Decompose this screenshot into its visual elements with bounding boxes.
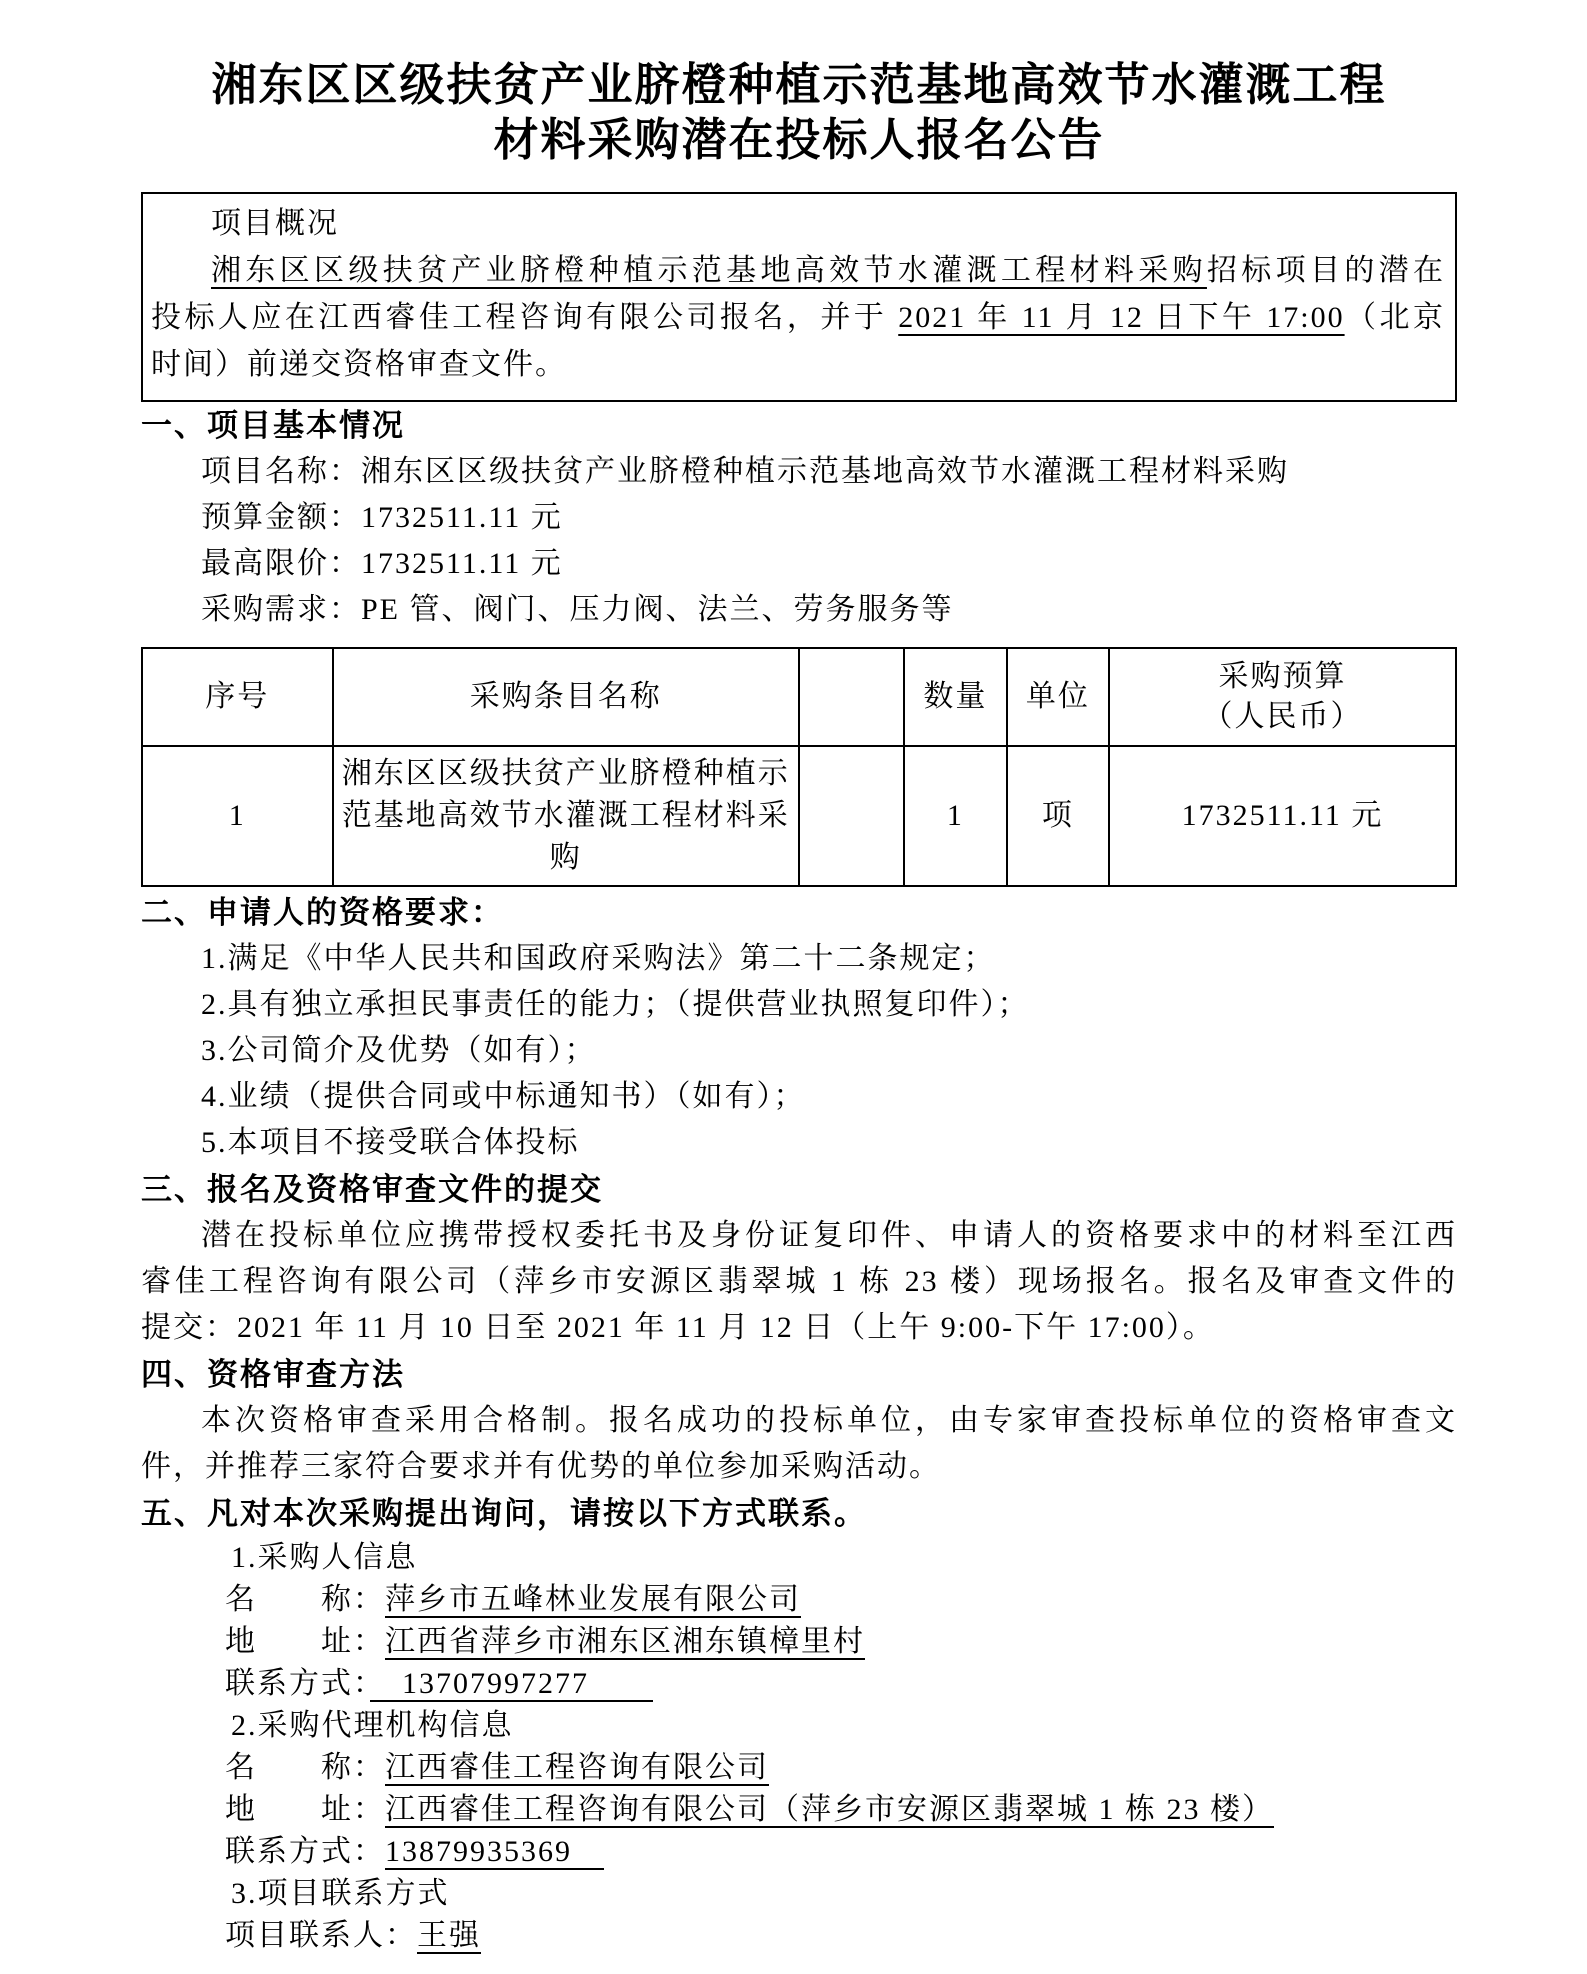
purchaser-contact-line xyxy=(141,1663,1457,1705)
header-quantity: 数量 xyxy=(904,648,1006,746)
cell-item-name: 湘东区区级扶贫产业脐橙种植示范基地高效节水灌溉工程材料采购 xyxy=(333,746,799,886)
agency-contact-label: 联系方式： xyxy=(225,1835,385,1868)
submission-paragraph-line1: 潜在投标单位应携带授权委托书及身份证复印件、申请人的资格要求中的材料至江西 xyxy=(201,1219,1457,1252)
document-title xyxy=(141,58,1457,168)
agency-info-title: 2.采购代理机构信息 xyxy=(231,1709,514,1742)
document-title-line1: 湘东区区级扶贫产业脐橙种植示范基地高效节水灌溉工程 xyxy=(211,60,1387,110)
purchaser-name-value: 萍乡市五峰林业发展有限公司 xyxy=(385,1583,801,1616)
purchaser-address-label: 地 址： xyxy=(225,1625,385,1658)
agency-name-value: 江西睿佳工程咨询有限公司 xyxy=(385,1751,769,1784)
overview-project-name: 湘东区区级扶贫产业脐橙种植示范基地高效节水灌溉工程材料采购 xyxy=(211,254,1207,287)
project-contact-title: 3.项目联系方式 xyxy=(231,1877,450,1910)
section4-heading: 四、资格审查方法 xyxy=(141,1357,405,1392)
section3-heading: 三、报名及资格审查文件的提交 xyxy=(141,1172,603,1207)
purchaser-contact-value: 13707997277 xyxy=(370,1667,653,1700)
project-contact-label: 项目联系人： xyxy=(225,1919,417,1952)
procurement-demand-line: 采购需求：PE 管、阀门、压力阀、法兰、劳务服务等 xyxy=(201,593,954,626)
section2-heading: 二、申请人的资格要求： xyxy=(141,895,504,930)
project-contact-line xyxy=(141,1915,1457,1957)
requirement-item-3: 3.公司简介及优势（如有）； xyxy=(201,1034,597,1067)
cell-quantity: 1 xyxy=(904,746,1006,886)
purchaser-contact-label: 联系方式： xyxy=(225,1667,370,1700)
procurement-items-table xyxy=(141,647,1457,887)
review-paragraph-line2: 件，并推荐三家符合要求并有优势的单位参加采购活动。 xyxy=(141,1450,941,1483)
submission-paragraph-line3: 提交：2021 年 11 月 10 日至 2021 年 11 月 12 日（上午 9:00-下午 17:00）。 xyxy=(141,1311,1215,1344)
cell-spacer xyxy=(799,746,904,886)
budget-amount-line: 预算金额：1732511.11 元 xyxy=(201,501,563,534)
agency-contact-line xyxy=(141,1831,1457,1873)
overview-paragraph-line1 xyxy=(151,247,1445,294)
header-serial-number: 序号 xyxy=(142,648,333,746)
requirement-item-5: 5.本项目不接受联合体投标 xyxy=(201,1126,580,1159)
max-price-line: 最高限价：1732511.11 元 xyxy=(201,547,563,580)
overview-paragraph-line2 xyxy=(151,294,1445,341)
purchaser-info-title: 1.采购人信息 xyxy=(231,1541,418,1574)
table-header-row xyxy=(142,648,1456,746)
header-budget-line1: 采购预算 xyxy=(1218,660,1347,693)
overview-line2-pre: 投标人应在江西睿佳工程咨询有限公司报名，并于 xyxy=(151,301,899,334)
project-overview-box xyxy=(141,192,1457,402)
cell-unit: 项 xyxy=(1007,746,1109,886)
agency-address-line xyxy=(141,1789,1457,1831)
agency-address-value: 江西睿佳工程咨询有限公司（萍乡市安源区翡翠城 1 栋 23 楼） xyxy=(385,1793,1274,1826)
agency-contact-value: 13879935369 xyxy=(385,1835,604,1868)
section1-heading: 一、项目基本情况 xyxy=(141,408,405,443)
cell-budget: 1732511.11 元 xyxy=(1109,746,1456,886)
requirement-item-1: 1.满足《中华人民共和国政府采购法》第二十二条规定； xyxy=(201,942,996,975)
agency-address-label: 地 址： xyxy=(225,1793,385,1826)
project-name-line: 项目名称：湘东区区级扶贫产业脐橙种植示范基地高效节水灌溉工程材料采购 xyxy=(201,455,1289,488)
purchaser-name-label: 名 称： xyxy=(225,1583,385,1616)
overview-paragraph-line3: 时间）前递交资格审查文件。 xyxy=(151,348,567,381)
agency-name-line xyxy=(141,1747,1457,1789)
overview-deadline: 2021 年 11 月 12 日下午 17:00 xyxy=(898,301,1345,334)
requirement-item-4: 4.业绩（提供合同或中标通知书）（如有）； xyxy=(201,1080,806,1113)
requirement-item-2: 2.具有独立承担民事责任的能力；（提供营业执照复印件）； xyxy=(201,988,1030,1021)
overview-line1-rest: 招标项目的潜在 xyxy=(1206,254,1446,287)
overview-line2-post: （北京 xyxy=(1344,301,1445,334)
header-unit: 单位 xyxy=(1007,648,1109,746)
purchaser-address-line xyxy=(141,1621,1457,1663)
purchaser-address-value: 江西省萍乡市湘东区湘东镇樟里村 xyxy=(385,1625,865,1658)
table-row xyxy=(142,746,1456,886)
header-budget xyxy=(1109,648,1456,746)
submission-paragraph-line2: 睿佳工程咨询有限公司（萍乡市安源区翡翠城 1 栋 23 楼）现场报名。报名及审查文件的 xyxy=(141,1265,1457,1298)
header-item-name: 采购条目名称 xyxy=(333,648,799,746)
project-contact-value: 王强 xyxy=(417,1919,481,1952)
header-spacer xyxy=(799,648,904,746)
review-paragraph-line1: 本次资格审查采用合格制。报名成功的投标单位，由专家审查投标单位的资格审查文 xyxy=(201,1404,1457,1437)
purchaser-name-line xyxy=(141,1579,1457,1621)
section5-heading: 五、凡对本次采购提出询问，请按以下方式联系。 xyxy=(141,1496,867,1531)
document-title-line2: 材料采购潜在投标人报名公告 xyxy=(493,115,1105,165)
header-budget-line2: （人民币） xyxy=(1202,700,1363,733)
overview-label: 项目概况 xyxy=(211,207,339,240)
cell-serial-number: 1 xyxy=(142,746,333,886)
agency-name-label: 名 称： xyxy=(225,1751,385,1784)
